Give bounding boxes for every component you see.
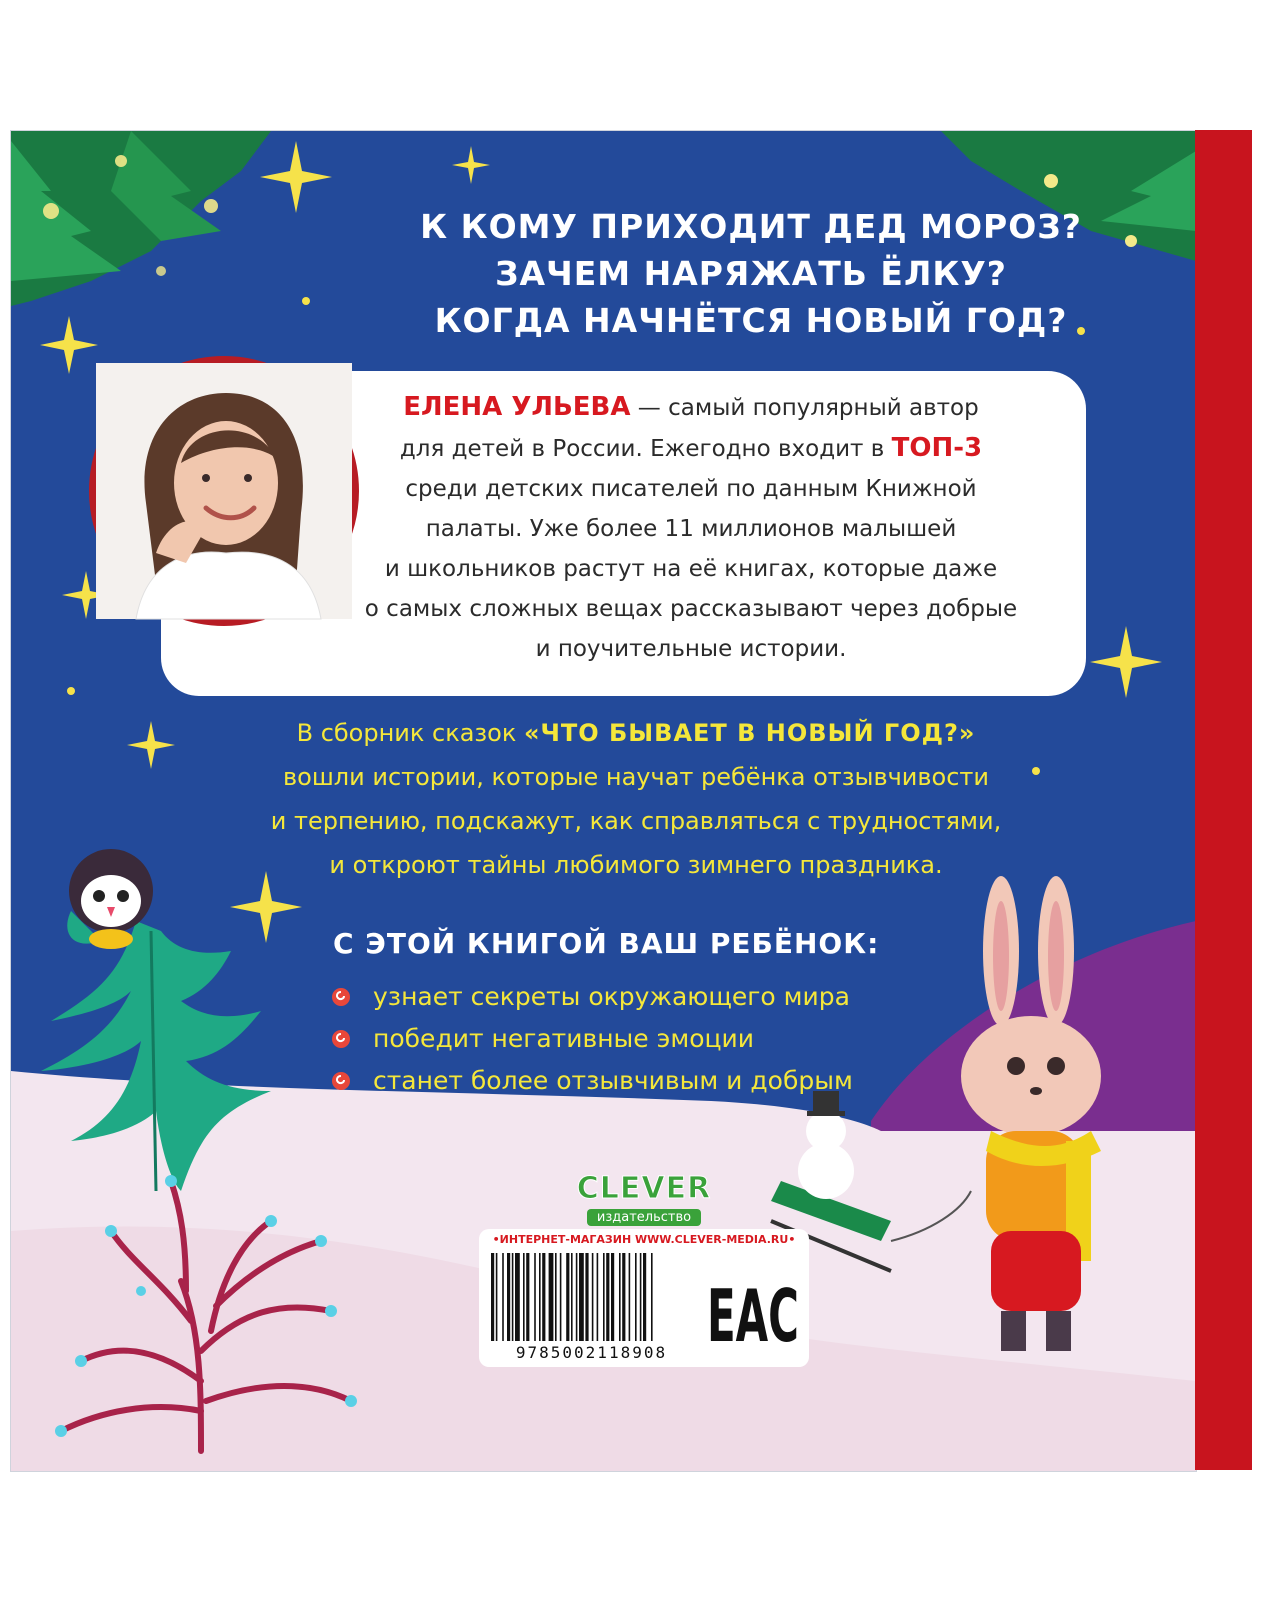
author-name: ЕЛЕНА УЛЬЕВА — [403, 392, 631, 422]
question-line: К КОМУ ПРИХОДИТ ДЕД МОРОЗ? — [420, 207, 1082, 246]
barcode-bar — [549, 1253, 554, 1341]
barcode-bar — [496, 1253, 498, 1341]
barcode-bar — [603, 1253, 605, 1341]
isbn-number: 9785002118908 — [515, 1343, 668, 1362]
benefit-item — [331, 976, 853, 1018]
author-bio-text — [296, 387, 1086, 669]
barcode-bar — [629, 1253, 631, 1341]
barcode-bar — [651, 1253, 653, 1341]
barcode-bar — [491, 1253, 494, 1341]
bio-line: — самый популярный автор — [630, 395, 979, 421]
shop-url: •ИНТЕРНЕТ-МАГАЗИН WWW.CLEVER-MEDIA.RU• — [492, 1233, 796, 1246]
barcode-bar — [635, 1253, 637, 1341]
swirl-bullet-icon — [331, 1071, 351, 1091]
book-description — [191, 711, 1081, 887]
barcode-icon — [489, 1253, 704, 1343]
top3-badge: ТОП-3 — [891, 433, 983, 463]
barcode-bar — [585, 1253, 588, 1341]
barcode-bar — [555, 1253, 557, 1341]
benefit-item — [331, 1018, 853, 1060]
barcode-bar — [502, 1253, 504, 1341]
barcode-bar — [576, 1253, 578, 1341]
book-back-cover — [10, 130, 1197, 1472]
question-line: ЗАЧЕМ НАРЯЖАТЬ ЁЛКУ? — [495, 254, 1007, 293]
barcode-bar — [515, 1253, 520, 1341]
swirl-bullet-icon — [331, 1029, 351, 1049]
book-title: «ЧТО БЫВАЕТ В НОВЫЙ ГОД?» — [523, 719, 976, 747]
barcode-bar — [597, 1253, 599, 1341]
desc-line: вошли истории, которые научат ребёнка отзывчивости — [282, 763, 989, 791]
benefit-text: победит негативные эмоции — [373, 1024, 755, 1053]
questions-heading — [341, 203, 1161, 344]
barcode-bar — [523, 1253, 525, 1341]
eac-mark-icon — [707, 1259, 802, 1359]
benefit-text: станет более отзывчивым и добрым — [373, 1066, 853, 1095]
barcode-bar — [619, 1253, 621, 1341]
barcode-bar — [542, 1253, 545, 1341]
benefits-list — [331, 976, 853, 1102]
barcode-bar — [592, 1253, 594, 1341]
desc-line: В сборник сказок — [296, 719, 524, 747]
benefit-item — [331, 1060, 853, 1102]
bio-line: и поучительные истории. — [535, 636, 847, 662]
barcode-bar — [606, 1253, 609, 1341]
bio-line: палаты. Уже более 11 миллионов малышей — [425, 516, 957, 542]
logo-subtitle: издательство — [587, 1209, 701, 1226]
barcode-bar — [611, 1253, 614, 1341]
barcode-bar — [622, 1253, 625, 1341]
question-line: КОГДА НАЧНЁТСЯ НОВЫЙ ГОД? — [434, 301, 1068, 340]
desc-line: и терпению, подскажут, как справляться с трудностями, — [270, 807, 1002, 835]
barcode-bar — [579, 1253, 584, 1341]
eac-mark-text: EAC — [707, 1274, 799, 1358]
barcode-bar — [571, 1253, 573, 1341]
swirl-bullet-icon — [331, 987, 351, 1007]
barcode-bar — [526, 1253, 529, 1341]
bio-line: и школьников растут на её книгах, которые даже — [384, 556, 998, 582]
benefit-text: узнает секреты окружающего мира — [373, 982, 850, 1011]
barcode-bar — [534, 1253, 536, 1341]
barcode-bar — [640, 1253, 642, 1341]
barcode-bar — [512, 1253, 514, 1341]
book-spine — [1195, 130, 1252, 1470]
bio-line: для детей в России. Ежегодно входит в — [399, 436, 892, 462]
barcode-bar — [507, 1253, 510, 1341]
desc-line: и откроют тайны любимого зимнего праздника. — [329, 851, 943, 879]
barcode-bar — [643, 1253, 646, 1341]
publisher-logo — [559, 1171, 729, 1226]
barcode-bar — [566, 1253, 569, 1341]
bio-line: о самых сложных вещах рассказывают через добрые — [364, 596, 1018, 622]
barcode-panel — [479, 1229, 809, 1367]
barcode-bar — [539, 1253, 541, 1341]
barcode-bar — [560, 1253, 562, 1341]
bio-line: среди детских писателей по данным Книжной — [405, 476, 977, 502]
benefits-title: С ЭТОЙ КНИГОЙ ВАШ РЕБЁНОК: — [333, 927, 880, 960]
logo-wordmark: CLEVER — [576, 1171, 712, 1206]
